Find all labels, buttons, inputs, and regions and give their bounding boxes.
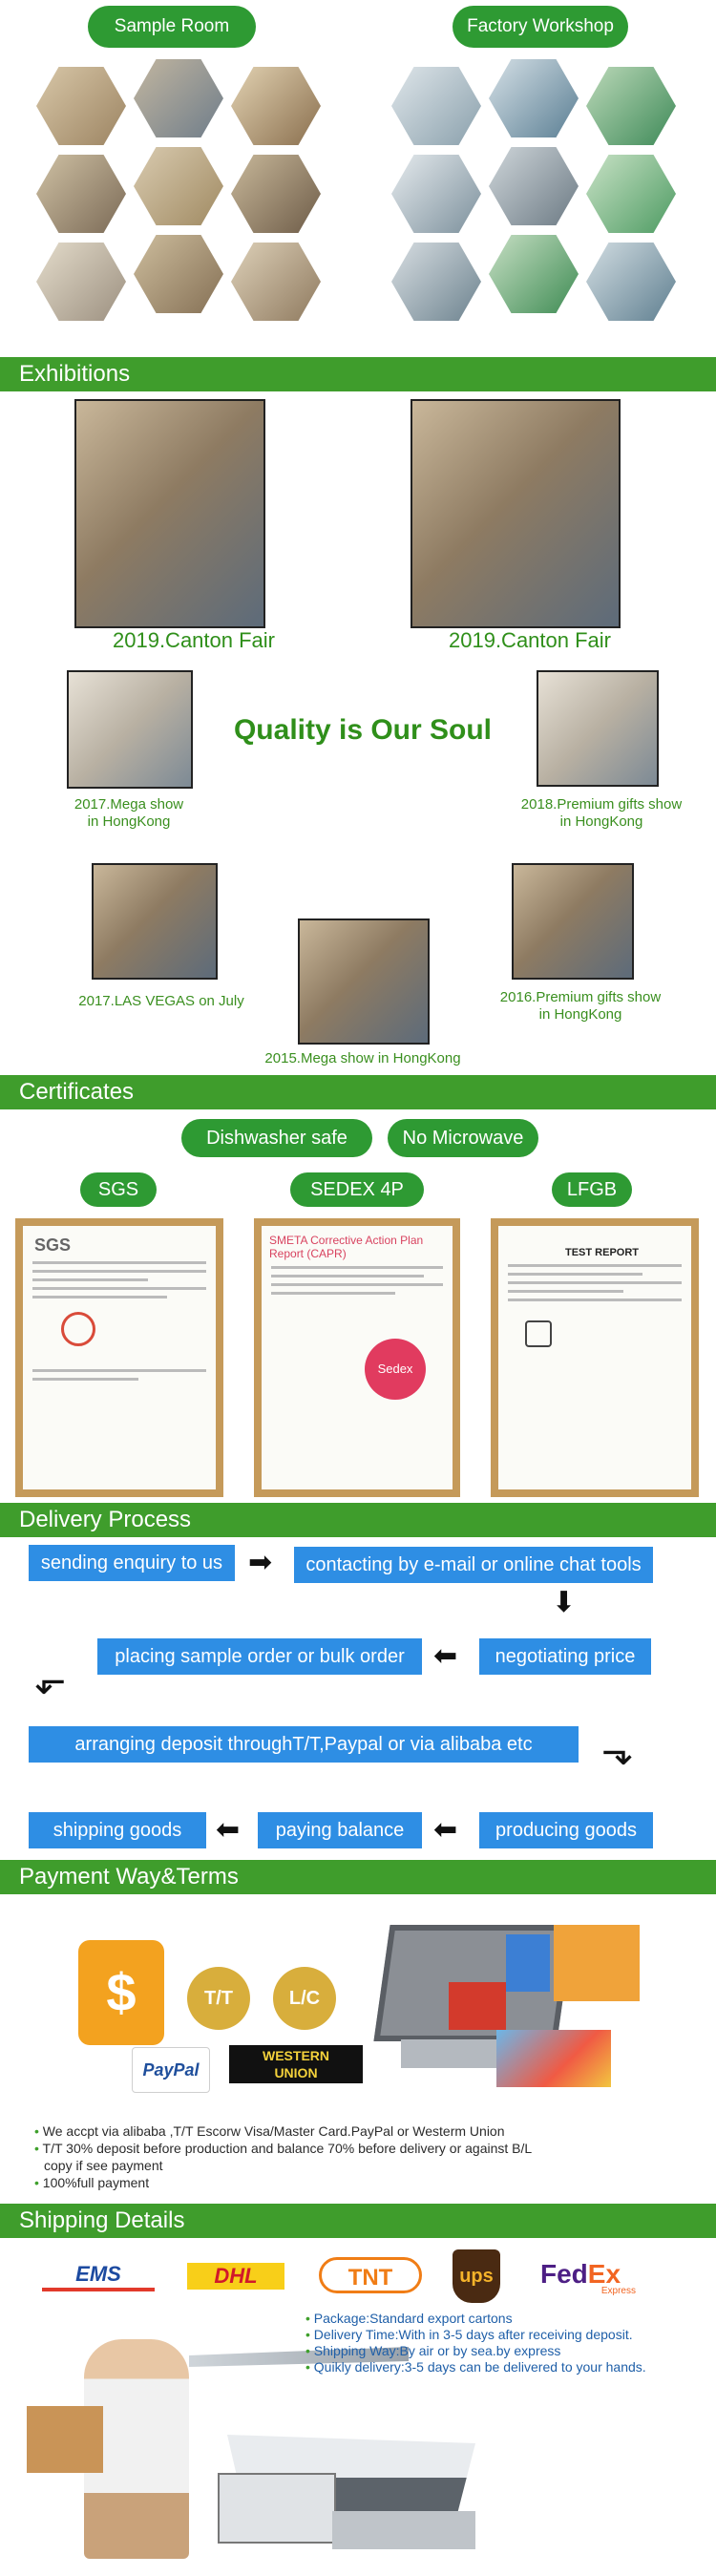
shipping-bullet (305, 2327, 706, 2343)
lfgb-label: LFGB (552, 1172, 632, 1207)
fedex-sub: Express (600, 2286, 636, 2296)
text-line (508, 1299, 682, 1301)
canton-fair-photo-2 (411, 399, 621, 628)
section-header-exhibitions: Exhibitions (0, 357, 716, 391)
bullet-text: T/T 30% deposit before production and balance 70% before delivery or against B/L (42, 2141, 533, 2156)
text-line (508, 1264, 682, 1267)
sample-room-hex-gallery (27, 59, 332, 346)
smeta-certificate (254, 1218, 460, 1497)
text-line (271, 1283, 443, 1286)
premium-2016-photo (512, 863, 634, 980)
bullet-dot: • (305, 2327, 314, 2342)
factory-photo (489, 235, 579, 313)
logo-line: WESTERN (263, 2048, 329, 2063)
caption-line: 2016.Premium gifts show (499, 989, 662, 1005)
factory-photo (489, 59, 579, 137)
title-line: SMETA Corrective Action Plan (269, 1234, 424, 1247)
factory-photo (586, 67, 676, 145)
sample-photo (231, 67, 321, 145)
food-safe-icon (525, 1320, 552, 1347)
text-line (32, 1278, 148, 1281)
payment-bullet (44, 2158, 693, 2174)
dollar-bag-icon: $ (78, 1940, 164, 2045)
credit-cards-icon (496, 2030, 611, 2087)
text-line (32, 1261, 206, 1264)
text-line (508, 1273, 642, 1276)
step-negotiating-price: negotiating price (479, 1638, 651, 1675)
las-vegas-photo (92, 863, 218, 980)
section-header-payment: Payment Way&Terms (0, 1860, 716, 1894)
premium-2018-photo (537, 670, 659, 787)
factory-workshop-label: Factory Workshop (453, 6, 628, 48)
bullet-dot: • (34, 2123, 43, 2139)
shipping-bullet (305, 2311, 706, 2327)
sgs-logo: SGS (34, 1235, 72, 1255)
gift-icon (449, 1982, 506, 2030)
fedex-logo (540, 2259, 674, 2301)
sample-photo (36, 243, 126, 321)
sample-photo (134, 235, 223, 313)
payment-bullet (34, 2141, 684, 2157)
sample-photo (36, 155, 126, 233)
sample-photo (36, 67, 126, 145)
sample-photo (134, 59, 223, 137)
caption-line: in HongKong (87, 813, 171, 830)
step-contacting: contacting by e-mail or online chat tools (294, 1547, 653, 1583)
caption-line: in HongKong (538, 1006, 622, 1023)
train-icon (332, 2511, 475, 2549)
truck-icon (218, 2473, 336, 2544)
text-line (508, 1281, 682, 1284)
sample-photo (231, 243, 321, 321)
sample-photo (231, 155, 321, 233)
step-sending-enquiry: sending enquiry to us (29, 1545, 235, 1581)
text-line (508, 1290, 623, 1293)
sgs-stamp-icon (61, 1312, 95, 1346)
sedex-label: SEDEX 4P (290, 1172, 424, 1207)
fedex-ex: Ex (587, 2259, 621, 2289)
section-header-shipping: Shipping Details (0, 2204, 716, 2238)
step-shipping-goods: shipping goods (29, 1812, 206, 1848)
lfgb-doc-title: TEST REPORT (565, 1247, 640, 1258)
lfgb-certificate (491, 1218, 699, 1497)
caption-line: 2017.Mega show (74, 796, 184, 813)
bullet-dot: • (34, 2141, 43, 2156)
bullet-dot: • (34, 2175, 43, 2190)
factory-photo (586, 155, 676, 233)
sgs-certificate (15, 1218, 223, 1497)
sgs-label: SGS (80, 1172, 157, 1207)
text-line (32, 1270, 206, 1273)
bullet-text: Quikly delivery:3-5 days can be delivered to your hands. (313, 2359, 646, 2375)
tt-badge-icon: T/T (187, 1967, 250, 2030)
las-vegas-caption: 2017.LAS VEGAS on July (78, 993, 244, 1009)
payment-bullet (34, 2175, 684, 2191)
lc-badge-icon: L/C (273, 1967, 336, 2030)
logo-line: UNION (274, 2065, 318, 2080)
factory-photo (391, 67, 481, 145)
text-line (32, 1378, 138, 1381)
arrow-down-icon: ⬇ (552, 1587, 577, 1618)
sample-room-label: Sample Room (88, 6, 256, 48)
mega-2015-caption: 2015.Mega show in HongKong (264, 1050, 461, 1066)
laptop-cards-illustration (382, 1915, 668, 2116)
bullet-text: Shipping Way:By air or by sea.by express (313, 2343, 561, 2358)
canton-fair-caption-2: 2019.Canton Fair (449, 628, 611, 652)
ems-logo: EMS (42, 2261, 155, 2291)
ups-logo: ups (453, 2249, 500, 2303)
bullet-text: We accpt via alibaba ,T/T Escorw Visa/Master Card.PayPal or Westerm Union (42, 2123, 505, 2139)
dishwasher-safe-badge: Dishwasher safe (181, 1119, 372, 1157)
arrow-down-right-icon: ⬎ (601, 1731, 634, 1773)
title-line: Report (CAPR) (269, 1247, 347, 1260)
dhl-logo: DHL (187, 2263, 284, 2290)
shopping-bag-icon (506, 1934, 550, 1992)
canton-fair-photo-1 (74, 399, 265, 628)
section-header-delivery: Delivery Process (0, 1503, 716, 1537)
arrow-left-icon: ⬅ (433, 1640, 458, 1672)
section-header-certificates: Certificates (0, 1075, 716, 1109)
arrow-left-icon: ⬅ (216, 1814, 241, 1846)
step-producing-goods: producing goods (479, 1812, 653, 1848)
arrow-left-icon: ⬅ (433, 1814, 458, 1846)
tnt-logo: TNT (319, 2257, 422, 2293)
sample-photo (134, 147, 223, 225)
bullet-text: 100%full payment (42, 2175, 150, 2190)
text-line (32, 1369, 206, 1372)
arrow-right-icon: ➡ (248, 1547, 273, 1578)
text-line (32, 1287, 206, 1290)
bullet-dot: • (305, 2359, 314, 2375)
factory-photo (586, 243, 676, 321)
shipping-bullet (305, 2359, 706, 2375)
text-line (271, 1292, 395, 1295)
bullet-text: Package:Standard export cartons (313, 2311, 513, 2326)
bullet-text: Delivery Time:With in 3-5 days after receiving deposit. (313, 2327, 633, 2342)
quality-slogan: Quality is Our Soul (233, 714, 493, 746)
shipping-bullet (305, 2343, 706, 2359)
step-placing-order: placing sample order or bulk order (97, 1638, 422, 1675)
canton-fair-caption-1: 2019.Canton Fair (113, 628, 275, 652)
factory-photo (391, 243, 481, 321)
mega-2015-photo (298, 918, 430, 1045)
bullet-dot: • (305, 2311, 314, 2326)
caption-line: in HongKong (559, 813, 643, 830)
factory-photo (391, 155, 481, 233)
mega-2017-photo (67, 670, 193, 789)
bullet-dot: • (305, 2343, 314, 2358)
bullet-text: copy if see payment (44, 2158, 163, 2173)
smeta-title (262, 1226, 453, 1260)
no-microwave-badge: No Microwave (388, 1119, 538, 1157)
step-arranging-deposit: arranging deposit throughT/T,Paypal or via alibaba etc (29, 1726, 579, 1763)
text-line (271, 1275, 424, 1277)
paypal-logo: PayPal (132, 2047, 210, 2093)
sedex-seal-icon: Sedex (365, 1339, 426, 1400)
text-line (271, 1266, 443, 1269)
premium-2016-caption (485, 989, 676, 1024)
premium-2018-caption (506, 796, 697, 831)
factory-photo (489, 147, 579, 225)
fedex-fed: Fed (540, 2259, 588, 2289)
western-union-logo (229, 2045, 363, 2083)
step-paying-balance: paying balance (258, 1812, 422, 1848)
mega-2017-caption (48, 796, 210, 831)
parcel-box (27, 2406, 103, 2473)
factory-hex-gallery (382, 59, 697, 346)
payment-bullet (34, 2123, 684, 2140)
arrow-down-left-icon: ⬐ (34, 1660, 67, 1702)
caption-line: 2018.Premium gifts show (520, 796, 683, 813)
box-icon (554, 1925, 640, 2001)
text-line (32, 1296, 167, 1299)
